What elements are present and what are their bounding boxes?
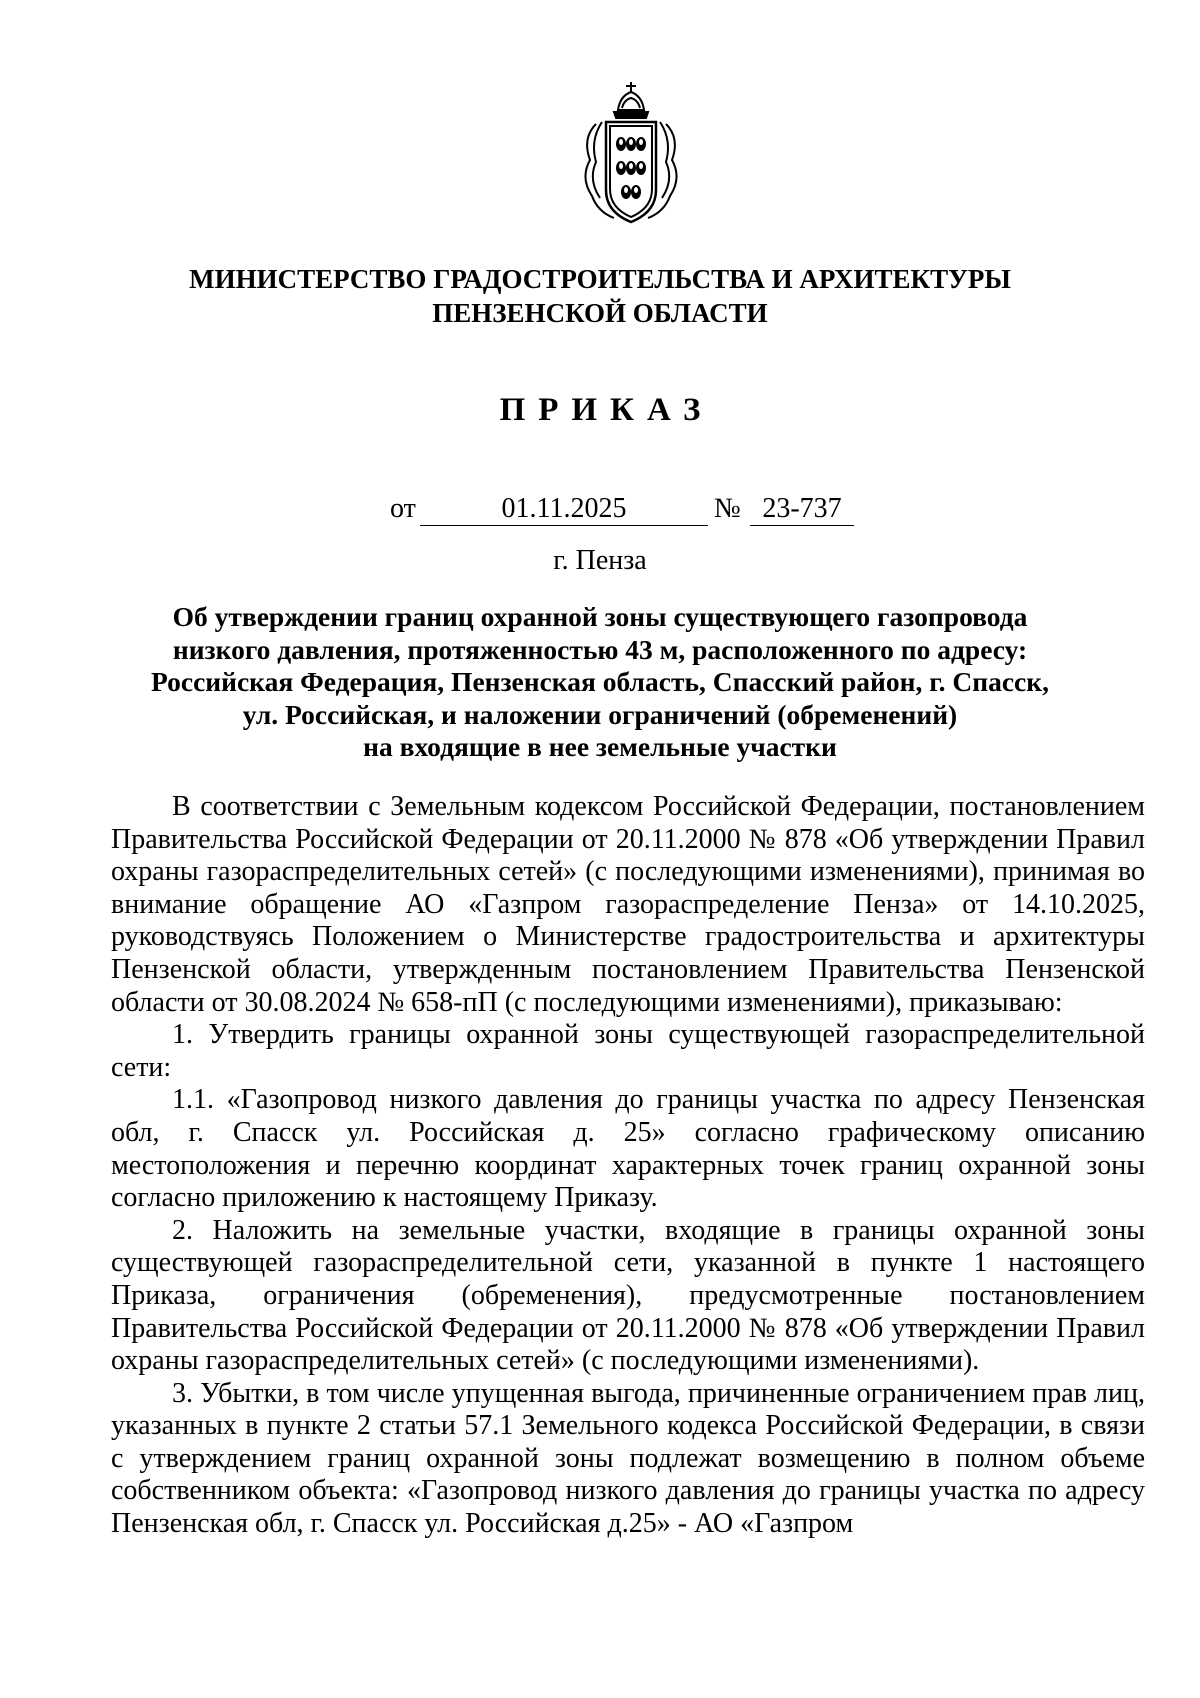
body-paragraph-item-3: 3. Убытки, в том числе упущенная выгода, причиненные ограничением прав лиц, указанных в пункте 2 статьи 57.1 Земельного кодекса Российской Федерации, в связи с утверждением границ охранной зоны подлежат возмещению в полном объеме собственником объекта: «Газопровод низкого давления до границы участка по адресу Пензенская обл, г. Спасск ул. Российская д.25» - АО «Газпром bbox=[111, 1377, 1145, 1540]
order-title bbox=[0, 601, 1200, 764]
body-paragraph-preamble: В соответствии с Земельным кодексом Российской Федерации, постановлением Правительства Российской Федерации от 20.11.2000 № 878 «Об утверждении Правил охраны газораспределительных сетей» (с последующими изменениями), принимая во внимание обращение АО «Газпром газораспределение Пенза» от 14.10.2025, руководствуясь Положением о Министерстве градостроительства и архитектуры Пензенской области, утвержденным постановлением Правительства Пензенской области от 30.08.2024 № 658-пП (с последующими изменениями), приказываю: bbox=[111, 791, 1145, 1018]
body-paragraph-item-1: 1. Утвердить границы охранной зоны существующей газораспределительной сети: bbox=[111, 1019, 1145, 1083]
issue-city: г. Пенза bbox=[553, 545, 647, 576]
order-date: 01.11.2025 bbox=[420, 492, 708, 526]
ministry-name-line-1: МИНИСТЕРСТВО ГРАДОСТРОИТЕЛЬСТВА И АРХИТЕКТУРЫ bbox=[189, 264, 1011, 294]
title-line: Российская Федерация, Пензенская область, Спасский район, г. Спасск, bbox=[151, 666, 1049, 697]
document-type: ПРИКАЗ bbox=[499, 392, 714, 428]
body-paragraph-item-1-1: 1.1. «Газопровод низкого давления до границы участка по адресу Пензенская обл, г. Спасск ул. Российская д. 25» согласно графическому описанию местоположения и перечню координат характерных точек границ охранной зоны согласно приложению к настоящему Приказу. bbox=[111, 1084, 1145, 1214]
ministry-name-line-2: ПЕНЗЕНСКОЙ ОБЛАСТИ bbox=[432, 298, 768, 328]
coat-of-arms-icon bbox=[568, 78, 694, 230]
number-sign: № bbox=[714, 493, 741, 524]
body-paragraph-item-2: 2. Наложить на земельные участки, входящие в границы охранной зоны существующей газораспределительной сети, указанной в пункте 1 настоящего Приказа, ограничения (обременения), предусмотренные постановлением Правительства Российской Федерации от 20.11.2000 № 878 «Об утверждении Правил охраны газораспределительных сетей» (с последующими изменениями). bbox=[111, 1214, 1145, 1377]
title-line: ул. Российская, и наложении ограничений (обременений) bbox=[242, 698, 958, 730]
title-line: на входящие в нее земельные участки bbox=[363, 731, 837, 762]
ministry-name bbox=[0, 262, 1200, 330]
title-line: Об утверждении границ охранной зоны существующего газопровода bbox=[172, 601, 1028, 632]
date-prefix: от bbox=[390, 493, 416, 524]
order-number: 23-737 bbox=[750, 492, 854, 526]
order-body bbox=[111, 791, 1145, 1541]
title-line: низкого давления, протяженностью 43 м, расположенного по адресу: bbox=[172, 633, 1028, 665]
